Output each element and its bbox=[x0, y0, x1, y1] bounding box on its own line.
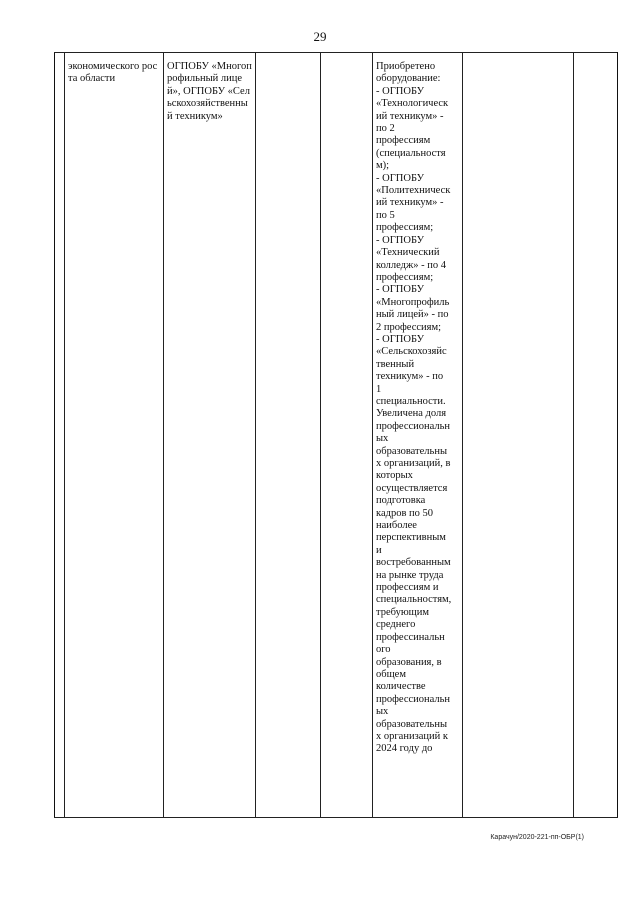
footer-document-code: Карачун/2020-221-пп-ОБР(1) bbox=[490, 834, 584, 841]
table-cell-col7 bbox=[463, 53, 574, 818]
table-cell-col5 bbox=[321, 53, 373, 818]
table-cell-col4 bbox=[256, 53, 321, 818]
page-number: 29 bbox=[313, 29, 327, 44]
document-table bbox=[54, 52, 618, 818]
table-row bbox=[55, 53, 618, 818]
table-cell-executors: ОГПОБУ «Многопрофильный лицей», ОГПОБУ «Сельскохозяйственный техникум» bbox=[164, 53, 256, 818]
table-cell-results: Приобретено оборудование: - ОГПОБУ «Технологическ ий техникум» - по 2 профессиям (специальностя м); - ОГПОБУ «Политехническ ий техникум» - по 5 профессиям; - ОГПОБУ «Технический колледж» - по 4 профессиям; - ОГПОБУ «Многопрофиль ный лицей» - по 2 профессиям; - ОГПОБУ «Сельскохозяйс твенный техникум» - по 1 специальности. Увеличена доля профессиональн ых образовательны х организаций, в которых осуществляется подготовка кадров по 50 наиболее перспективным и востребованным на рынке труда профессиям и специальностям, требующим среднего профессинальн ого образования, в общем количестве профессиональн ых образовательны х организаций к 2024 году до bbox=[373, 53, 463, 818]
table-cell-col1 bbox=[55, 53, 65, 818]
table-cell-col8 bbox=[574, 53, 618, 818]
table-cell-goal: экономического роста области bbox=[65, 53, 164, 818]
